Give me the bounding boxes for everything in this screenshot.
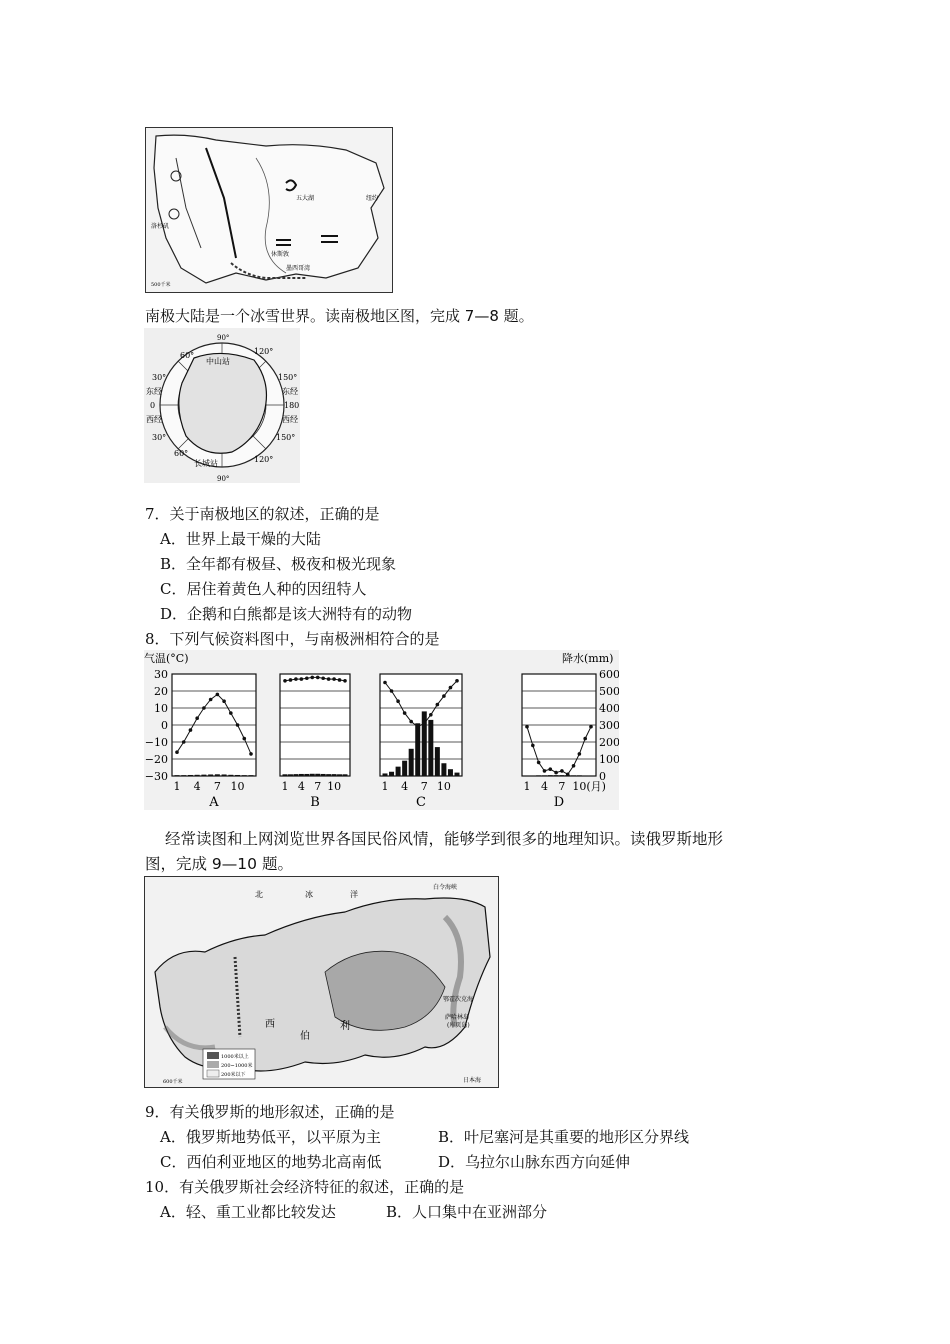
precip-bar (589, 775, 594, 776)
month-tick-label: 4 (401, 780, 409, 793)
ant-label-west-right: 西经 (282, 415, 298, 424)
temp-point (182, 740, 186, 744)
month-tick-label: 1 (281, 780, 289, 793)
na-label-houston: 休斯敦 (271, 251, 290, 258)
climate-charts-svg (144, 650, 619, 810)
temp-point (543, 769, 547, 773)
ru-legend-1000: 1000米以上 (221, 1054, 249, 1060)
temp-point (449, 686, 453, 690)
ant-label-150: 150° (278, 373, 298, 382)
temp-point (332, 677, 336, 681)
q8-stem: 8．下列气候资料图中，与南极洲相符合的是 (145, 630, 440, 648)
temp-tick-label: −20 (144, 753, 168, 766)
ru-label-okhotsk: 鄂霍次克海 (443, 996, 474, 1003)
precip-bar (383, 773, 388, 776)
temp-point (242, 737, 246, 741)
precip-tick-label: 0 (599, 770, 606, 783)
temp-point (396, 699, 400, 703)
na-label-lakes: 五大湖 (296, 195, 315, 202)
temp-point (560, 769, 564, 773)
month-tick-label: 10 (572, 780, 587, 793)
ru-label-bering: 白令海峡 (433, 884, 458, 891)
na-label-scale: 500千米 (151, 282, 171, 288)
ant-label-60: 60° (180, 351, 195, 360)
temp-point (422, 722, 426, 726)
precip-bar (215, 774, 220, 776)
temp-tick-label: −30 (144, 770, 168, 783)
month-tick-label: 10 (436, 780, 451, 793)
month-tick-label: 7 (558, 780, 566, 793)
temp-point (566, 773, 570, 777)
antarctica-map-drawing (144, 328, 300, 483)
temp-point (525, 725, 529, 729)
month-tick-label: 4 (193, 780, 201, 793)
temp-tick-label: 10 (154, 702, 168, 715)
temp-point (442, 694, 446, 698)
q9-option-d[interactable]: D．乌拉尔山脉东西方向延伸 (438, 1153, 631, 1171)
temp-tick-label: 30 (154, 668, 168, 681)
precip-bar (435, 747, 440, 776)
temp-point (249, 752, 253, 756)
ant-label-30: 30° (152, 373, 167, 382)
precip-bar (409, 749, 414, 776)
month-tick-label: 1 (381, 780, 389, 793)
temp-point (209, 698, 213, 702)
precip-bar (315, 774, 320, 776)
na-label-gulf: 墨西哥湾 (286, 265, 311, 272)
temp-point (390, 689, 394, 693)
precip-bar (415, 723, 420, 776)
q9-option-a[interactable]: A．俄罗斯地势低平，以平原为主 (160, 1128, 381, 1146)
precip-bar (571, 775, 576, 776)
precip-bar (548, 775, 553, 776)
temp-point (189, 728, 193, 732)
north-america-map (145, 127, 393, 293)
precip-bar (428, 720, 433, 776)
ant-label-120: 120° (254, 347, 274, 356)
precip-bar (396, 767, 401, 776)
russia-map (144, 876, 499, 1088)
month-unit-label: (月) (586, 780, 606, 793)
ant-label-bottom90: 90° (217, 475, 230, 483)
temp-point (216, 693, 220, 697)
precip-bar (389, 772, 394, 776)
precip-bar (577, 775, 582, 776)
temp-point (548, 767, 552, 771)
russia-intro-line1: 经常读图和上网浏览世界各国民俗风情，能够学到很多的地理知识。读俄罗斯地形 (165, 830, 724, 848)
antarctica-intro: 南极大陆是一个冰雪世界。读南极地区图，完成 7—8 题。 (145, 307, 534, 325)
ru-legend-200: 200米以下 (221, 1072, 246, 1078)
precip-bar (583, 775, 588, 776)
ant-label-60b: 60° (174, 449, 189, 458)
na-label-la: 洛杉矶 (151, 223, 170, 230)
temp-point (195, 716, 199, 720)
q7-option-b[interactable]: B．全年都有极昼、极夜和极光现象 (160, 555, 397, 573)
ant-label-zhongshan: 中山站 (206, 357, 230, 366)
climate-panel-label: C (416, 795, 426, 810)
precip-bar (188, 775, 193, 776)
ant-label-0: 0 (150, 401, 156, 410)
q10-option-a[interactable]: A．轻、重工业都比较发达 (160, 1203, 336, 1221)
temp-axis-title: 气温(°C) (144, 652, 189, 665)
precip-bar (559, 775, 564, 776)
ru-label-japansea: 日本海 (463, 1077, 482, 1084)
temp-point (537, 761, 541, 765)
precip-bar (337, 774, 342, 776)
temp-point (531, 744, 535, 748)
precip-bar (343, 774, 348, 776)
antarctica-map (144, 328, 300, 483)
q9-stem: 9．有关俄罗斯的地形叙述，正确的是 (145, 1103, 395, 1121)
month-tick-label: 4 (297, 780, 305, 793)
temp-point (409, 720, 413, 724)
temp-point (175, 750, 179, 754)
temp-point (289, 678, 293, 682)
precip-bar (441, 763, 446, 776)
climate-panel-label: A (209, 795, 219, 810)
q10-stem: 10．有关俄罗斯社会经济特征的叙述，正确的是 (145, 1178, 465, 1196)
russia-intro-line2: 图，完成 9—10 题。 (145, 855, 293, 873)
temp-point (316, 676, 320, 680)
precip-bar (310, 774, 315, 776)
precip-bar (299, 774, 304, 776)
temp-point (583, 737, 587, 741)
precip-bar (175, 775, 180, 776)
precip-tick-label: 300 (599, 719, 619, 732)
temp-point (305, 676, 309, 680)
temp-point (321, 676, 325, 680)
month-tick-label: 7 (420, 780, 428, 793)
temp-point (283, 679, 287, 683)
ru-legend-200-1000: 200~1000米 (221, 1063, 253, 1069)
precip-bar (208, 774, 213, 776)
precip-bar (542, 775, 547, 776)
ru-label-sakhalin: 萨哈林岛 (445, 1014, 470, 1021)
ant-label-180: 180 (284, 401, 300, 410)
temp-point (429, 713, 433, 717)
temp-point (554, 771, 558, 775)
precip-bar (288, 774, 293, 776)
temp-point (416, 725, 420, 729)
ru-label-scale: 600千米 (163, 1079, 183, 1085)
precip-bar (283, 774, 288, 776)
precip-tick-label: 200 (599, 736, 619, 749)
temp-point (578, 752, 582, 756)
ant-label-150b: 150° (276, 433, 296, 442)
precip-bar (235, 775, 240, 776)
precip-bar (222, 774, 227, 776)
ant-label-30b: 30° (152, 433, 167, 442)
precip-bar (228, 775, 233, 776)
temp-tick-label: −10 (144, 736, 168, 749)
climate-charts (144, 650, 619, 810)
ru-label-xi: 西 (265, 1019, 275, 1030)
precip-bar (195, 775, 200, 776)
precip-bar (332, 774, 337, 776)
precip-bar (304, 774, 309, 776)
temp-point (236, 723, 240, 727)
temp-point (327, 677, 331, 681)
month-tick-label: 10 (230, 780, 245, 793)
ant-label-top90: 90° (217, 334, 230, 342)
temp-point (300, 677, 304, 681)
q7-stem: 7．关于南极地区的叙述，正确的是 (145, 505, 380, 523)
precip-bar (536, 775, 541, 776)
precip-bar (321, 774, 326, 776)
ru-label-bing: 冰 (305, 890, 313, 899)
ant-label-west-left: 西经 (146, 415, 162, 424)
ru-label-kuye: (库页岛) (447, 1022, 470, 1029)
precip-bar (530, 775, 535, 776)
north-america-map-drawing (146, 128, 392, 292)
temp-point (294, 677, 298, 681)
precip-bar (326, 774, 331, 776)
temp-point (310, 676, 314, 680)
month-tick-label: 7 (213, 780, 221, 793)
precip-tick-label: 100 (599, 753, 619, 766)
precip-bar (554, 775, 559, 776)
precip-bar (249, 775, 254, 776)
climate-panel-label: B (310, 795, 320, 810)
temp-point (202, 706, 206, 710)
precip-bar (201, 775, 206, 776)
q7-option-d[interactable]: D．企鹅和白熊都是该大洲特有的动物 (160, 605, 413, 623)
ant-label-120b: 120° (254, 455, 274, 464)
temp-point (338, 678, 342, 682)
temp-tick-label: 0 (161, 719, 168, 732)
ru-label-li: 利 (340, 1021, 350, 1032)
q7-option-c[interactable]: C．居住着黄色人种的因纽特人 (160, 580, 367, 598)
ru-label-yang: 洋 (350, 890, 358, 899)
precip-bar (455, 773, 460, 776)
month-tick-label: 10 (327, 780, 342, 793)
precip-bar (242, 775, 247, 776)
temp-tick-label: 20 (154, 685, 168, 698)
temp-point (383, 681, 387, 685)
ant-label-changcheng: 长城站 (194, 459, 218, 468)
precip-axis-title: 降水(mm) (562, 652, 614, 665)
precip-bar (181, 775, 186, 776)
precip-bar (402, 761, 407, 776)
temp-point (589, 725, 593, 729)
ant-label-east-left: 东经 (146, 387, 162, 396)
precip-bar (448, 769, 453, 776)
q9-option-b[interactable]: B．叶尼塞河是其重要的地形区分界线 (438, 1128, 690, 1146)
ant-label-east-right: 东经 (282, 387, 298, 396)
month-tick-label: 1 (523, 780, 531, 793)
temp-point (403, 711, 407, 715)
ru-label-bei: 北 (255, 890, 263, 899)
temp-point (343, 679, 347, 683)
temp-point (436, 703, 440, 707)
temp-point (222, 699, 226, 703)
q7-option-a[interactable]: A．世界上最干燥的大陆 (160, 530, 321, 548)
precip-bar (293, 774, 298, 776)
month-tick-label: 7 (314, 780, 322, 793)
na-label-newyork: 纽约 (366, 195, 379, 202)
temp-point (572, 764, 576, 768)
precip-tick-label: 600 (599, 668, 619, 681)
precip-bar (525, 775, 530, 776)
climate-panel-label: D (553, 795, 565, 810)
temp-point (229, 711, 233, 715)
precip-tick-label: 500 (599, 685, 619, 698)
russia-map-drawing (145, 877, 498, 1087)
ru-label-bo: 伯 (300, 1031, 310, 1042)
q10-option-b[interactable]: B．人口集中在亚洲部分 (386, 1203, 548, 1221)
month-tick-label: 4 (540, 780, 548, 793)
month-tick-label: 1 (173, 780, 181, 793)
temp-point (455, 679, 459, 683)
q9-option-c[interactable]: C．西伯利亚地区的地势北高南低 (160, 1153, 382, 1171)
precip-tick-label: 400 (599, 702, 619, 715)
